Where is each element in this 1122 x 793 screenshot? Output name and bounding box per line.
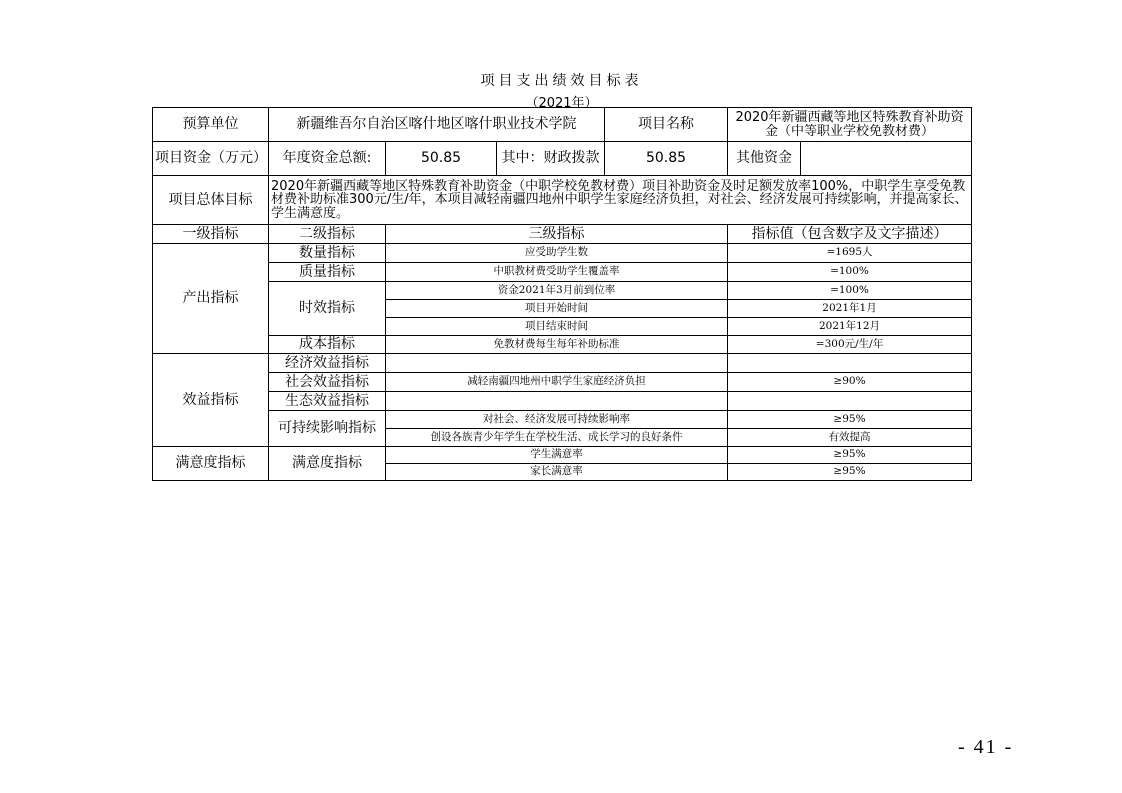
satisfaction-sub-label: 满意度指标 [269,447,386,481]
quality-indicator-label: 质量指标 [269,263,386,282]
table-row [153,282,972,300]
satisfaction-item: 学生满意率 [386,447,728,464]
document-subtitle: （2021年） [525,96,598,111]
column-header-level3: 三级指标 [386,225,728,244]
economic-benefit-item [386,354,728,373]
overall-goal-text: 2020年新疆西藏等地区特殊教育补助资金（中职学校免教材费）项目补助资金及时足额发放率100%，中职学生享受免教材费补助标准300元/生/年，本项目减轻南疆四地州中职学生家庭经济负担，对社会、经济发展可持续影响，并提高家长、学生满意度。 [269,176,972,225]
project-name-label: 项目名称 [605,108,728,142]
fiscal-appropriation-value: 50.85 [605,142,728,176]
budget-unit-value: 新疆维吾尔自治区喀什地区喀什职业技术学院 [269,108,605,142]
economic-benefit-label: 经济效益指标 [269,354,386,373]
sustainable-impact-label: 可持续影响指标 [269,411,386,447]
timeliness-item: 资金2021年3月前到位率 [386,282,728,300]
quantity-indicator-label: 数量指标 [269,244,386,263]
cost-indicator-label: 成本指标 [269,336,386,354]
column-header-level1: 一级指标 [153,225,269,244]
quantity-indicator-value: =1695人 [728,244,972,263]
cost-indicator-value: =300元/生/年 [728,336,972,354]
cost-indicator-item: 免教材费每生每年补助标准 [386,336,728,354]
quantity-indicator-item: 应受助学生数 [386,244,728,263]
project-funds-label: 项目资金（万元） [153,142,269,176]
timeliness-value: 2021年1月 [728,300,972,318]
column-header-level2: 二级指标 [269,225,386,244]
other-funds-value [801,142,972,176]
table-row [153,373,972,392]
timeliness-value: 2021年12月 [728,318,972,336]
timeliness-indicator-label: 时效指标 [269,282,386,336]
annual-total-label: 年度资金总额: [269,142,386,176]
document-title: 项目支出绩效目标表 [480,73,643,89]
budget-unit-label: 预算单位 [153,108,269,142]
table-row [153,176,972,225]
satisfaction-item: 家长满意率 [386,464,728,481]
ecological-benefit-value [728,392,972,411]
timeliness-item: 项目结束时间 [386,318,728,336]
column-header-value: 指标值（包含数字及文字描述） [728,225,972,244]
table-row [153,244,972,263]
table-row [153,142,972,176]
ecological-benefit-item [386,392,728,411]
sustainable-impact-value: ≥95% [728,411,972,429]
performance-goal-table [152,107,972,481]
project-name-value: 2020年新疆西藏等地区特殊教育补助资金（中等职业学校免教材费） [728,108,972,142]
benefit-indicator-label: 效益指标 [153,354,269,447]
page-number: - 41 - [958,736,1014,758]
table-header-row [153,225,972,244]
sustainable-impact-item: 对社会、经济发展可持续影响率 [386,411,728,429]
table-row [153,354,972,373]
overall-goal-label: 项目总体目标 [153,176,269,225]
satisfaction-indicator-label: 满意度指标 [153,447,269,481]
sustainable-impact-item: 创设各族青少年学生在学校生活、成长学习的良好条件 [386,429,728,447]
social-benefit-item: 减轻南疆四地州中职学生家庭经济负担 [386,373,728,392]
ecological-benefit-label: 生态效益指标 [269,392,386,411]
satisfaction-value: ≥95% [728,464,972,481]
table-row [153,392,972,411]
satisfaction-value: ≥95% [728,447,972,464]
annual-total-value: 50.85 [386,142,497,176]
economic-benefit-value [728,354,972,373]
table-row [153,336,972,354]
sustainable-impact-value: 有效提高 [728,429,972,447]
fiscal-appropriation-label: 其中：财政拨款 [497,142,605,176]
social-benefit-label: 社会效益指标 [269,373,386,392]
social-benefit-value: ≥90% [728,373,972,392]
quality-indicator-item: 中职教材费受助学生覆盖率 [386,263,728,282]
timeliness-item: 项目开始时间 [386,300,728,318]
quality-indicator-value: =100% [728,263,972,282]
table-row [153,108,972,142]
other-funds-label: 其他资金 [728,142,801,176]
timeliness-value: =100% [728,282,972,300]
table-row [153,447,972,464]
table-row [153,411,972,429]
output-indicator-label: 产出指标 [153,244,269,354]
table-row [153,263,972,282]
